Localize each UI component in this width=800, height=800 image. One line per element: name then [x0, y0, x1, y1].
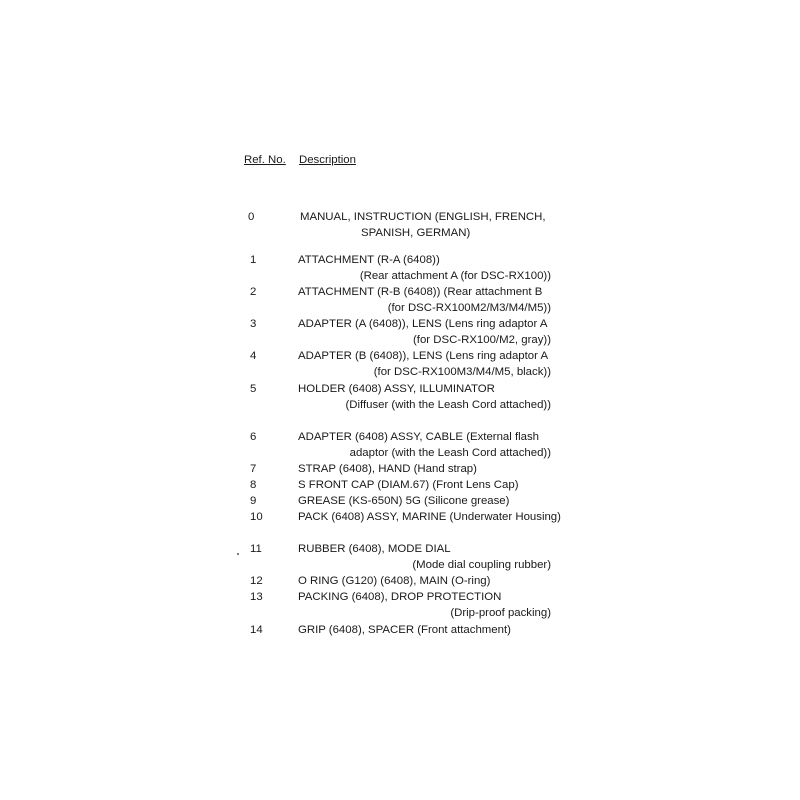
- part-description: S FRONT CAP (DIAM.67) (Front Lens Cap): [298, 479, 519, 491]
- part-description: ATTACHMENT (R-A (6408)): [298, 254, 440, 266]
- ref-no-header: Ref. No.: [244, 154, 286, 166]
- part-description-cont: (Drip-proof packing): [450, 607, 551, 619]
- part-description: GREASE (KS-650N) 5G (Silicone grease): [298, 495, 510, 507]
- ref-number: 6: [250, 431, 257, 443]
- ref-number: 0: [248, 211, 255, 223]
- ref-number: 11: [250, 543, 262, 555]
- part-description: HOLDER (6408) ASSY, ILLUMINATOR: [298, 383, 495, 395]
- part-description-cont: adaptor (with the Leash Cord attached)): [349, 447, 551, 459]
- ref-number: 2: [250, 286, 257, 298]
- part-description: PACKING (6408), DROP PROTECTION: [298, 591, 502, 603]
- part-description: MANUAL, INSTRUCTION (ENGLISH, FRENCH,: [300, 211, 546, 223]
- ref-number: 4: [250, 350, 257, 362]
- part-description-cont: (for DSC-RX100/M2, gray)): [413, 334, 551, 346]
- ref-number: 7: [250, 463, 257, 475]
- ref-number: 13: [250, 591, 263, 603]
- ref-number: 10: [250, 511, 263, 523]
- ref-number: 14: [250, 624, 263, 636]
- part-description: STRAP (6408), HAND (Hand strap): [298, 463, 477, 475]
- ref-number: 3: [250, 318, 257, 330]
- description-header: Description: [299, 154, 356, 166]
- ref-number: 1: [250, 254, 257, 266]
- part-description: ADAPTER (A (6408)), LENS (Lens ring adaptor A: [298, 318, 548, 330]
- part-description: ATTACHMENT (R-B (6408)) (Rear attachment B: [298, 286, 543, 298]
- ref-number: 5: [250, 383, 257, 395]
- ref-number: 9: [250, 495, 257, 507]
- part-description-cont: (for DSC-RX100M3/M4/M5, black)): [373, 366, 551, 378]
- ref-number: 12: [250, 575, 263, 587]
- part-description: ADAPTER (B (6408)), LENS (Lens ring adaptor A: [298, 350, 549, 362]
- part-description: O RING (G120) (6408), MAIN (O-ring): [298, 575, 491, 587]
- part-description-cont: (Diffuser (with the Leash Cord attached)): [345, 399, 551, 411]
- part-description-cont: (Mode dial coupling rubber): [412, 559, 551, 571]
- part-description: GRIP (6408), SPACER (Front attachment): [298, 624, 511, 636]
- part-description-cont: SPANISH, GERMAN): [361, 227, 471, 239]
- part-description: PACK (6408) ASSY, MARINE (Underwater Housing): [298, 511, 561, 523]
- part-description-cont: (for DSC-RX100M2/M3/M4/M5)): [387, 302, 551, 314]
- stray-mark: [237, 553, 239, 555]
- part-description-cont: (Rear attachment A (for DSC-RX100)): [359, 270, 551, 282]
- ref-number: 8: [250, 479, 257, 491]
- part-description: ADAPTER (6408) ASSY, CABLE (External flash: [298, 431, 539, 443]
- part-description: RUBBER (6408), MODE DIAL: [298, 543, 451, 555]
